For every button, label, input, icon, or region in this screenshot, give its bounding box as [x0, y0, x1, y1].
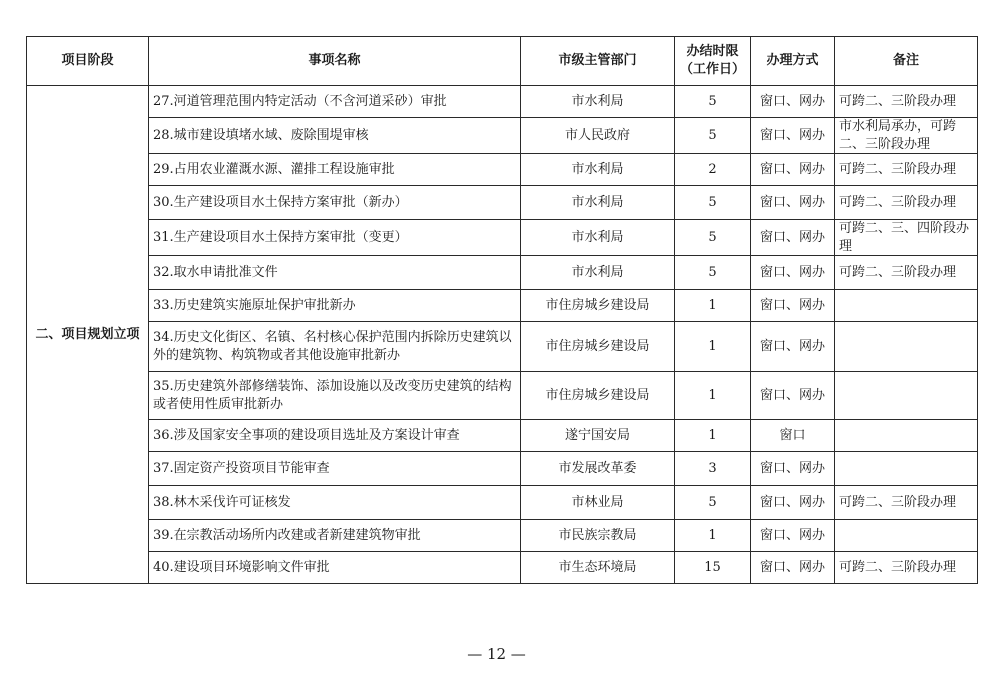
item-name-cell: 27.河道管理范围内特定活动（不含河道采砂）审批	[149, 86, 521, 118]
table-row	[27, 290, 978, 322]
header-note: 备注	[835, 37, 978, 86]
page-number: — 12 —	[467, 645, 526, 663]
time-limit-cell: 5	[675, 186, 751, 220]
time-limit-cell: 1	[675, 322, 751, 372]
item-name-cell: 30.生产建设项目水土保持方案审批（新办）	[149, 186, 521, 220]
note-cell	[835, 520, 978, 552]
time-limit-cell: 1	[675, 290, 751, 322]
table-row	[27, 220, 978, 256]
item-name-cell: 37.固定资产投资项目节能审查	[149, 452, 521, 486]
table-row	[27, 86, 978, 118]
item-name-cell: 35.历史建筑外部修缮装饰、添加设施以及改变历史建筑的结构或者使用性质审批新办	[149, 372, 521, 420]
method-cell: 窗口、网办	[751, 186, 835, 220]
time-limit-cell: 5	[675, 86, 751, 118]
department-cell: 市民族宗教局	[521, 520, 675, 552]
time-limit-cell: 1	[675, 372, 751, 420]
item-name-cell: 31.生产建设项目水土保持方案审批（变更）	[149, 220, 521, 256]
header-department: 市级主管部门	[521, 37, 675, 86]
department-cell: 市住房城乡建设局	[521, 322, 675, 372]
note-cell: 可跨二、三阶段办理	[835, 486, 978, 520]
method-cell: 窗口、网办	[751, 520, 835, 552]
table-row	[27, 486, 978, 520]
time-limit-cell: 5	[675, 220, 751, 256]
table-row	[27, 186, 978, 220]
header-time-limit	[675, 37, 751, 86]
department-cell: 市水利局	[521, 256, 675, 290]
time-limit-cell: 15	[675, 552, 751, 584]
department-cell: 遂宁国安局	[521, 420, 675, 452]
item-name-cell: 33.历史建筑实施原址保护审批新办	[149, 290, 521, 322]
department-cell: 市林业局	[521, 486, 675, 520]
department-cell: 市水利局	[521, 220, 675, 256]
method-cell: 窗口、网办	[751, 372, 835, 420]
table-header-row	[27, 37, 978, 86]
method-cell: 窗口、网办	[751, 552, 835, 584]
note-cell: 可跨二、三阶段办理	[835, 154, 978, 186]
department-cell: 市住房城乡建设局	[521, 290, 675, 322]
note-cell: 市水利局承办，可跨二、三阶段办理	[835, 118, 978, 154]
header-time-limit-line1: 办结时限	[686, 44, 739, 60]
table-row	[27, 520, 978, 552]
method-cell: 窗口、网办	[751, 220, 835, 256]
table-row	[27, 372, 978, 420]
table-row	[27, 154, 978, 186]
time-limit-cell: 2	[675, 154, 751, 186]
note-cell: 可跨二、三阶段办理	[835, 256, 978, 290]
note-cell: 可跨二、三阶段办理	[835, 186, 978, 220]
method-cell: 窗口、网办	[751, 322, 835, 372]
table-row	[27, 452, 978, 486]
header-stage: 项目阶段	[27, 37, 149, 86]
note-cell	[835, 452, 978, 486]
method-cell: 窗口、网办	[751, 118, 835, 154]
stage-cell: 二、项目规划立项	[27, 86, 149, 584]
table-row	[27, 322, 978, 372]
note-cell: 可跨二、三阶段办理	[835, 86, 978, 118]
time-limit-cell: 1	[675, 520, 751, 552]
note-cell	[835, 290, 978, 322]
table-row	[27, 552, 978, 584]
department-cell: 市住房城乡建设局	[521, 372, 675, 420]
department-cell: 市人民政府	[521, 118, 675, 154]
method-cell: 窗口	[751, 420, 835, 452]
department-cell: 市发展改革委	[521, 452, 675, 486]
header-time-limit-line2: （工作日）	[679, 62, 745, 77]
department-cell: 市水利局	[521, 154, 675, 186]
time-limit-cell: 5	[675, 256, 751, 290]
table-row	[27, 256, 978, 290]
note-cell	[835, 420, 978, 452]
item-name-cell: 39.在宗教活动场所内改建或者新建建筑物审批	[149, 520, 521, 552]
method-cell: 窗口、网办	[751, 154, 835, 186]
note-cell: 可跨二、三、四阶段办理	[835, 220, 978, 256]
item-name-cell: 34.历史文化街区、名镇、名村核心保护范围内拆除历史建筑以外的建筑物、构筑物或者其他设施审批新办	[149, 322, 521, 372]
method-cell: 窗口、网办	[751, 452, 835, 486]
item-name-cell: 38.林木采伐许可证核发	[149, 486, 521, 520]
table-row	[27, 420, 978, 452]
item-name-cell: 32.取水申请批准文件	[149, 256, 521, 290]
header-item-name: 事项名称	[149, 37, 521, 86]
header-method: 办理方式	[751, 37, 835, 86]
time-limit-cell: 5	[675, 118, 751, 154]
method-cell: 窗口、网办	[751, 486, 835, 520]
method-cell: 窗口、网办	[751, 290, 835, 322]
item-name-cell: 36.涉及国家安全事项的建设项目选址及方案设计审查	[149, 420, 521, 452]
time-limit-cell: 5	[675, 486, 751, 520]
note-cell	[835, 372, 978, 420]
time-limit-cell: 1	[675, 420, 751, 452]
department-cell: 市水利局	[521, 186, 675, 220]
item-name-cell: 29.占用农业灌溉水源、灌排工程设施审批	[149, 154, 521, 186]
department-cell: 市生态环境局	[521, 552, 675, 584]
time-limit-cell: 3	[675, 452, 751, 486]
item-name-cell: 40.建设项目环境影响文件审批	[149, 552, 521, 584]
note-cell: 可跨二、三阶段办理	[835, 552, 978, 584]
method-cell: 窗口、网办	[751, 86, 835, 118]
note-cell	[835, 322, 978, 372]
item-name-cell: 28.城市建设填堵水域、废除围堤审核	[149, 118, 521, 154]
method-cell: 窗口、网办	[751, 256, 835, 290]
approval-items-table	[26, 36, 978, 584]
department-cell: 市水利局	[521, 86, 675, 118]
table-row	[27, 118, 978, 154]
